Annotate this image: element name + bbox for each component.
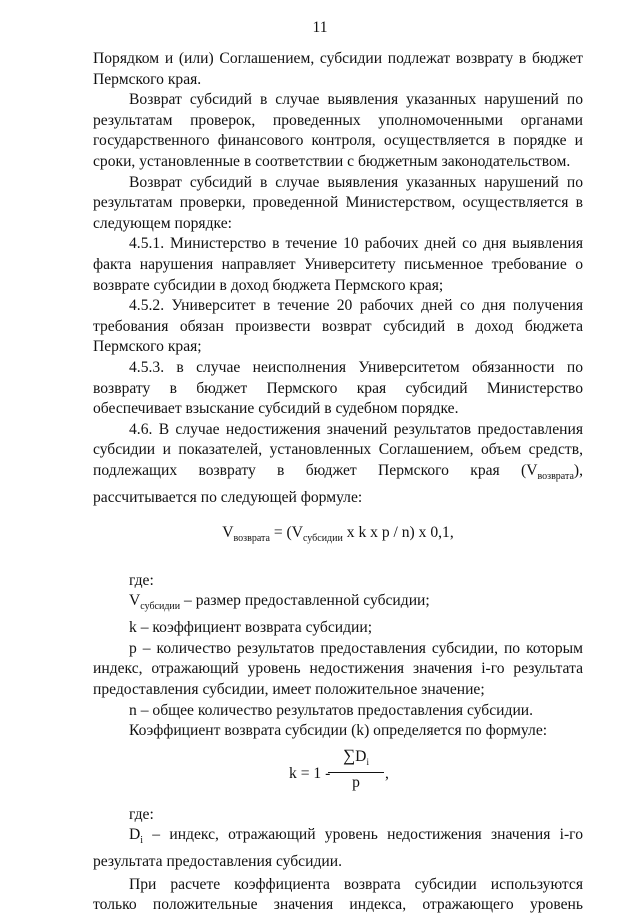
formula1-rest: x k x p / n) x 0,1, xyxy=(342,524,454,542)
formula1-v2-sub: субсидии xyxy=(303,533,343,545)
di-sub: i xyxy=(140,835,144,847)
definition-v-subsidy xyxy=(93,591,583,618)
document-body xyxy=(93,49,583,916)
where-label-2: где: xyxy=(129,805,154,823)
def1-var: V xyxy=(129,592,141,610)
formula1-eq: = (V xyxy=(269,524,303,542)
clause-4-6 xyxy=(93,420,583,508)
paragraph-2: Возврат субсидий в случае выявления указанных нарушений по результатам проверок, проведенных уполномоченными органами государственного финансового контроля, осуществляется в порядке и сроки, установленные в соответствии с бюджетным законодательством. xyxy=(93,91,583,170)
clause-4-5-2: 4.5.2. Университет в течение 20 рабочих дней со дня получения требования обязан произвести возврат субсидий в доход бюджета Пермского края; xyxy=(93,297,583,356)
page-number: 11 xyxy=(312,19,328,36)
last-paragraph-line-1: При расчете коэффициента возврата субсидии используются xyxy=(129,875,583,893)
formula2-num-sub: i xyxy=(366,756,369,767)
definition-k: k – коэффициент возврата субсидии; xyxy=(129,619,373,637)
di-text: – индекс, отражающий уровень недостижения значения i-го результата предоставления субсидии. xyxy=(93,826,583,871)
def1-sub: субсидии xyxy=(140,601,181,613)
clause-4-5-1: 4.5.1. Министерство в течение 10 рабочих дней со дня выявления факта нарушения направляет Университету письменное требование о возврате субсидии в доход бюджета Пермского края; xyxy=(93,235,583,294)
clause-4-6-subscript: возврата xyxy=(537,470,574,482)
where-label-1: где: xyxy=(129,571,154,589)
formula2-fraction xyxy=(328,747,384,793)
coefficient-intro: Коэффициент возврата субсидии (k) определяется по формуле: xyxy=(129,722,548,740)
paragraph-3: Возврат субсидий в случае выявления указанных нарушений по результатам проверки, проведенной Министерством, осуществляется в следующем порядке: xyxy=(93,173,583,232)
clause-4-5-3: 4.5.3. в случае неисполнения Университетом обязанности по возврату в бюджет Пермского края субсидий Министерство обеспечивает взыскание субсидий в судебном порядке. xyxy=(93,358,583,418)
definition-n: n – общее количество результатов предоставления субсидии. xyxy=(129,701,534,719)
di-var: D xyxy=(129,826,141,844)
def1-text: – размер предоставленной субсидии; xyxy=(180,592,430,610)
formula-coefficient xyxy=(93,745,583,803)
last-paragraph-line-2: только положительные значения индекса, отражающего уровень xyxy=(93,896,583,914)
clause-4-6-text-b: ), рассчитывается по следующей формуле: xyxy=(93,461,583,506)
clause-4-6-text-a: 4.6. В случае недостижения значений результатов предоставления субсидии и показателей, установленных Соглашением, объем средств, подлежащих возврату в бюджет Пермского края (V xyxy=(93,420,583,479)
formula1-v: V xyxy=(222,524,234,542)
definition-di xyxy=(93,825,583,872)
paragraph-1: Порядком и (или) Соглашением, субсидии подлежат возврату в бюджет Пермского края. xyxy=(93,50,583,88)
formula2-numerator xyxy=(328,747,384,773)
formula2-denominator: p xyxy=(352,773,360,791)
definition-p: p – количество результатов предоставления субсидии, по которым индекс, отражающий уровень недостижения значения i-го результата предоставления субсидии, имеет положительное значение; xyxy=(93,639,583,698)
formula2-num-var: D xyxy=(355,747,367,765)
formula2-comma: , xyxy=(385,764,389,782)
formula1-v-sub: возврата xyxy=(233,533,270,545)
sigma-symbol: ∑ xyxy=(343,745,356,765)
formula-return-amount xyxy=(93,523,583,550)
formula2-lhs: k = 1 - xyxy=(289,764,331,782)
